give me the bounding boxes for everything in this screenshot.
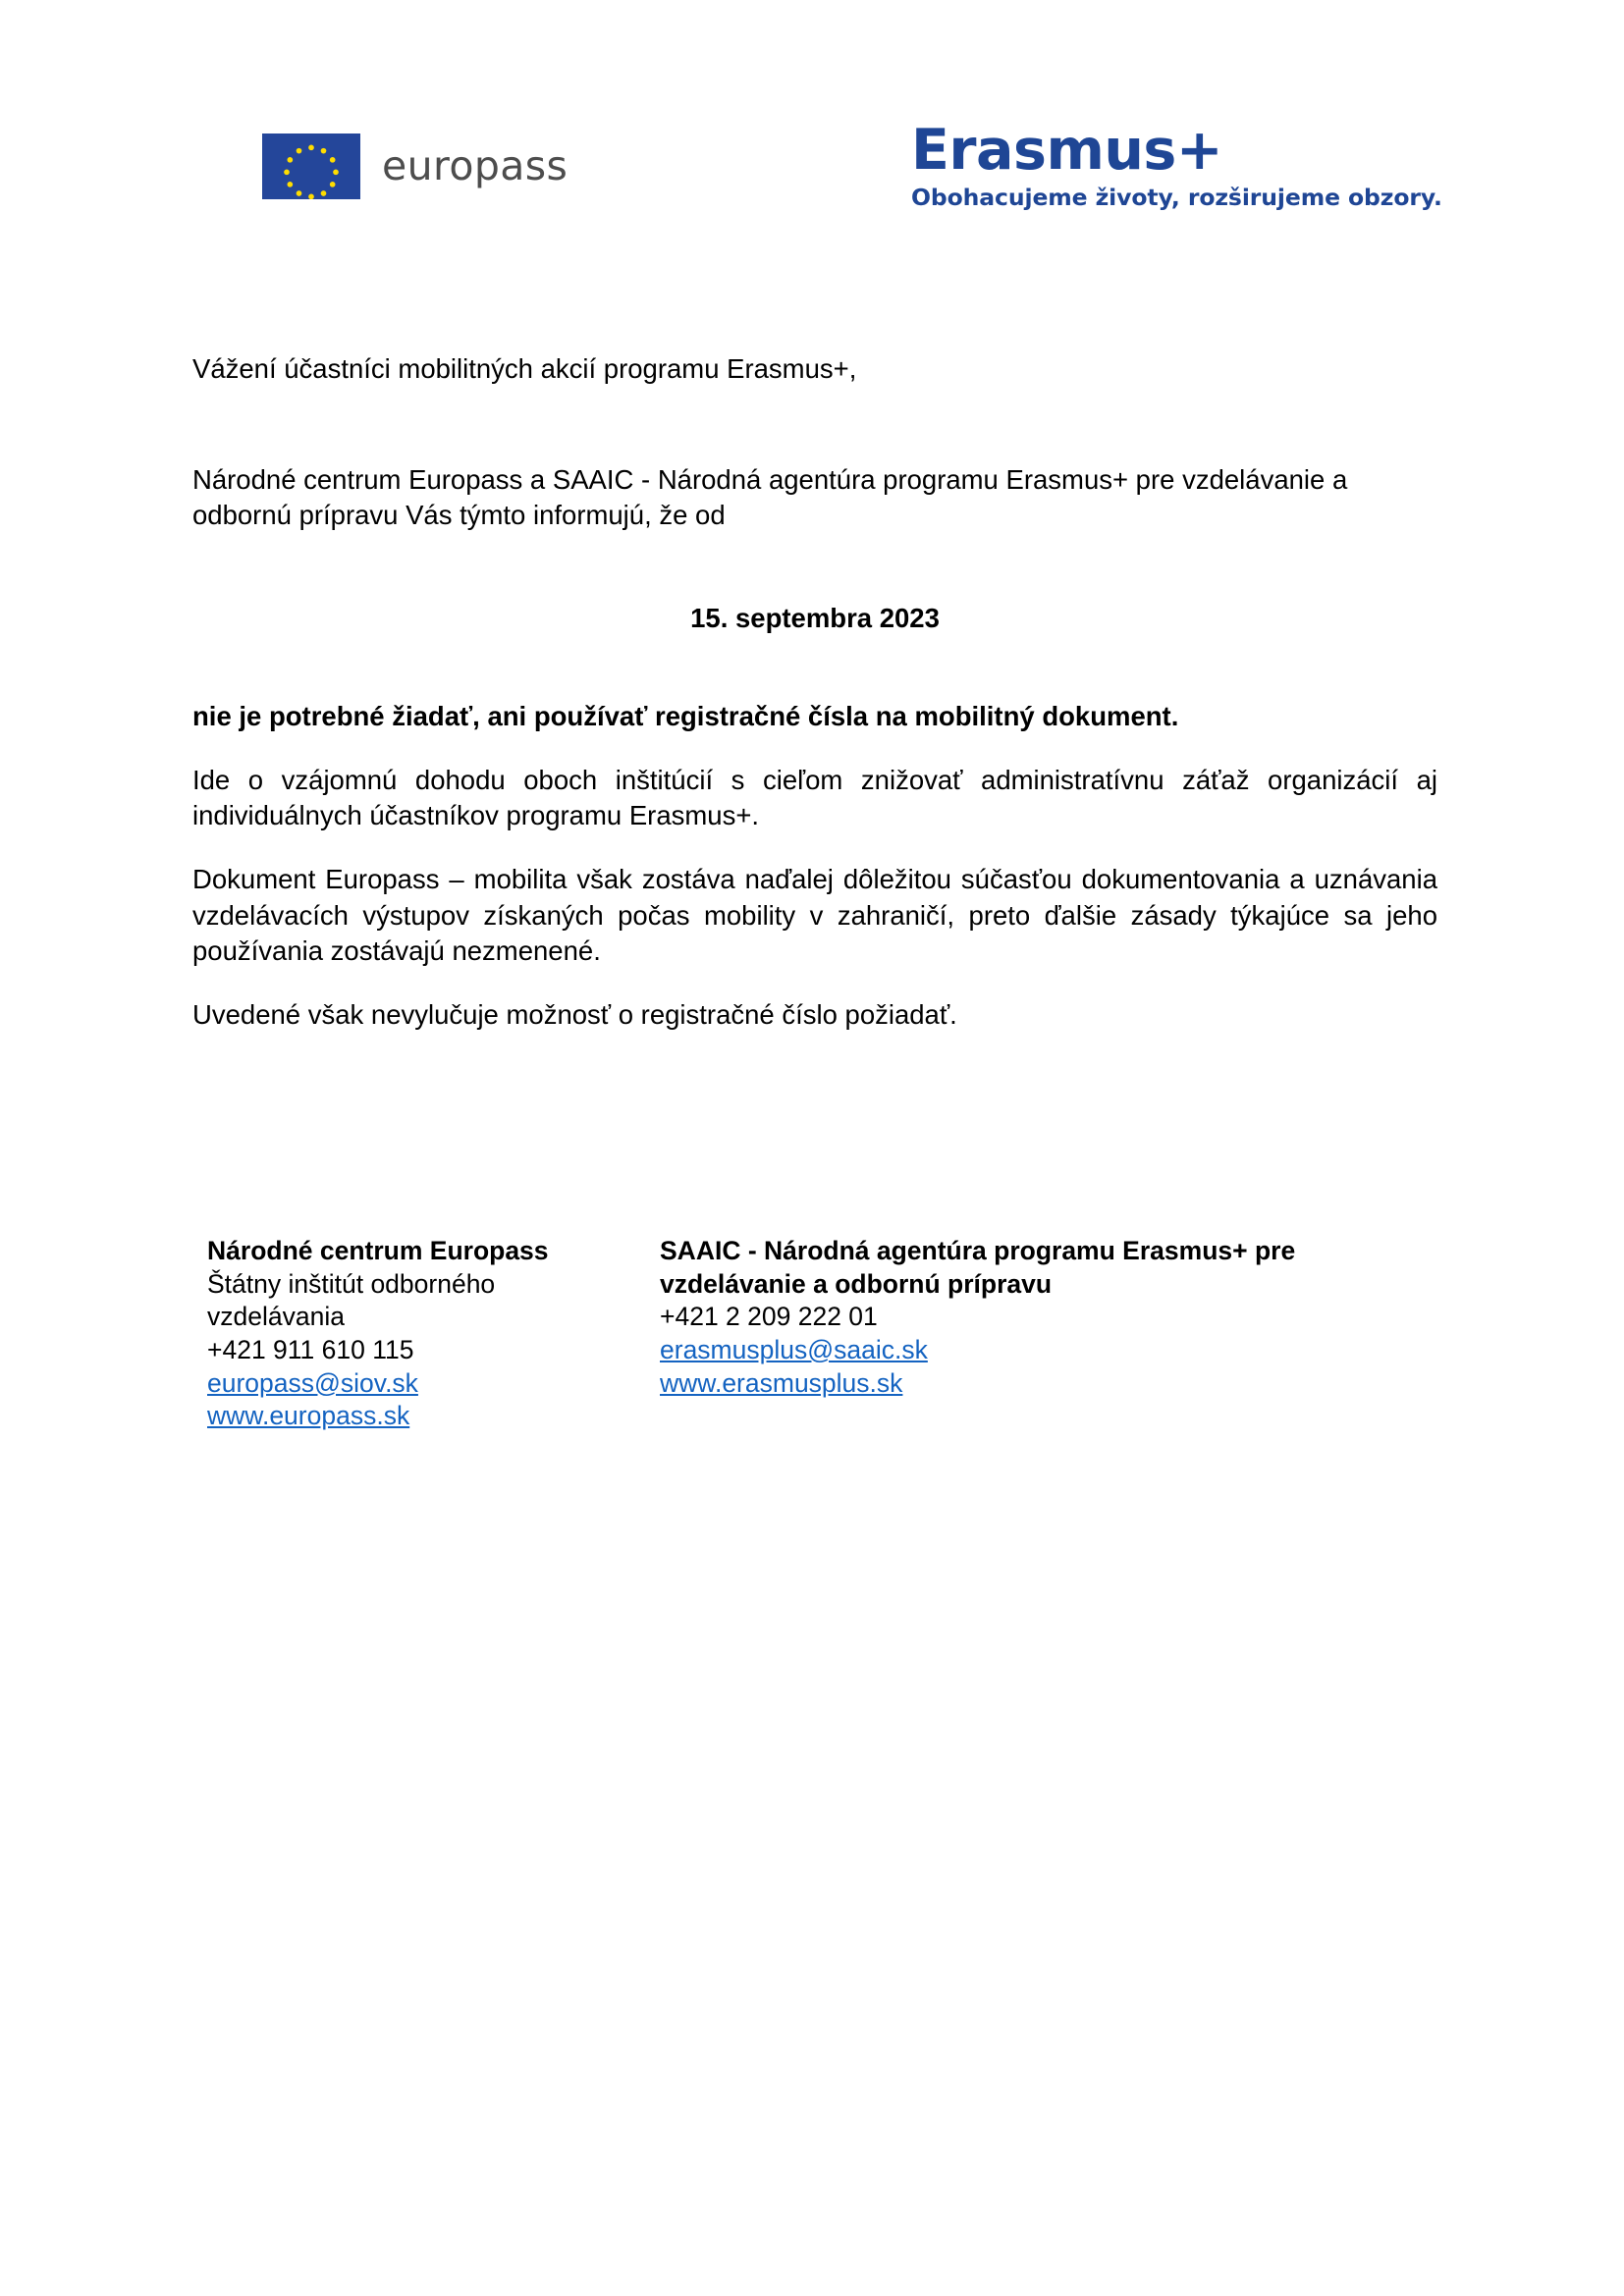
erasmus-plus-tagline: Obohacujeme životy, rozširujeme obzory. [911,184,1442,212]
contact-saaic-phone: +421 2 209 222 01 [660,1302,878,1332]
europass-logo [262,133,568,199]
spacer [192,534,1437,601]
europass-wordmark: europass [382,142,568,189]
contact-saaic [620,1235,1308,1433]
contact-europass [192,1235,620,1433]
contact-block [192,1235,1459,1433]
erasmus-plus-logo [911,118,1442,212]
contact-europass-website-link[interactable]: www.europass.sk [207,1401,410,1431]
spacer [192,970,1437,997]
contact-saaic-name: SAAIC - Národná agentúra programu Erasmus+ pre vzdelávanie a odbornú prípravu [660,1236,1296,1299]
spacer [192,834,1437,862]
contact-saaic-website-link[interactable]: www.erasmusplus.sk [660,1367,903,1398]
spacer [192,388,1437,462]
document-paragraph: Dokument Europass – mobilita však zostáva naďalej dôležitou súčasťou dokumentovania a uznávania vzdelávacích výstupov získaných počas mobility v zahraničí, preto ďalšie zásady týkajúce sa jeho používania zostávajú nezmenené. [192,863,1437,967]
contact-saaic-email-link[interactable]: erasmusplus@saaic.sk [660,1334,928,1364]
document-body [192,351,1437,1033]
contact-europass-org-line1: Štátny inštitút odborného [207,1268,496,1299]
contact-europass-org-line2: vzdelávania [207,1302,345,1332]
key-statement: nie je potrebné žiadať, ani používať registračné čísla na mobilitný dokument. [192,701,1179,732]
contact-europass-name: Národné centrum Europass [207,1236,549,1265]
greeting-line: Vážení účastníci mobilitných akcií programu Erasmus+, [192,353,857,384]
effective-date: 15. septembra 2023 [690,602,940,633]
intro-paragraph: Národné centrum Europass a SAAIC - Národná agentúra programu Erasmus+ pre vzdelávanie a odbornú prípravu Vás týmto informujú, že od [192,463,1348,531]
agreement-paragraph: Ide o vzájomnú dohodu oboch inštitúcií s cieľom znižovať administratívnu záťaž organizácií aj individuálnych účastníkov programu Erasmus+. [192,764,1437,831]
document-header [0,0,1624,294]
eu-flag-icon [262,133,360,199]
spacer [192,636,1437,699]
contact-europass-email-link[interactable]: europass@siov.sk [207,1367,418,1398]
closing-paragraph: Uvedené však nevylučuje možnosť o registračné číslo požiadať. [192,998,957,1030]
erasmus-plus-title: Erasmus+ [911,118,1223,183]
contact-europass-phone: +421 911 610 115 [207,1334,414,1364]
spacer [192,735,1437,763]
